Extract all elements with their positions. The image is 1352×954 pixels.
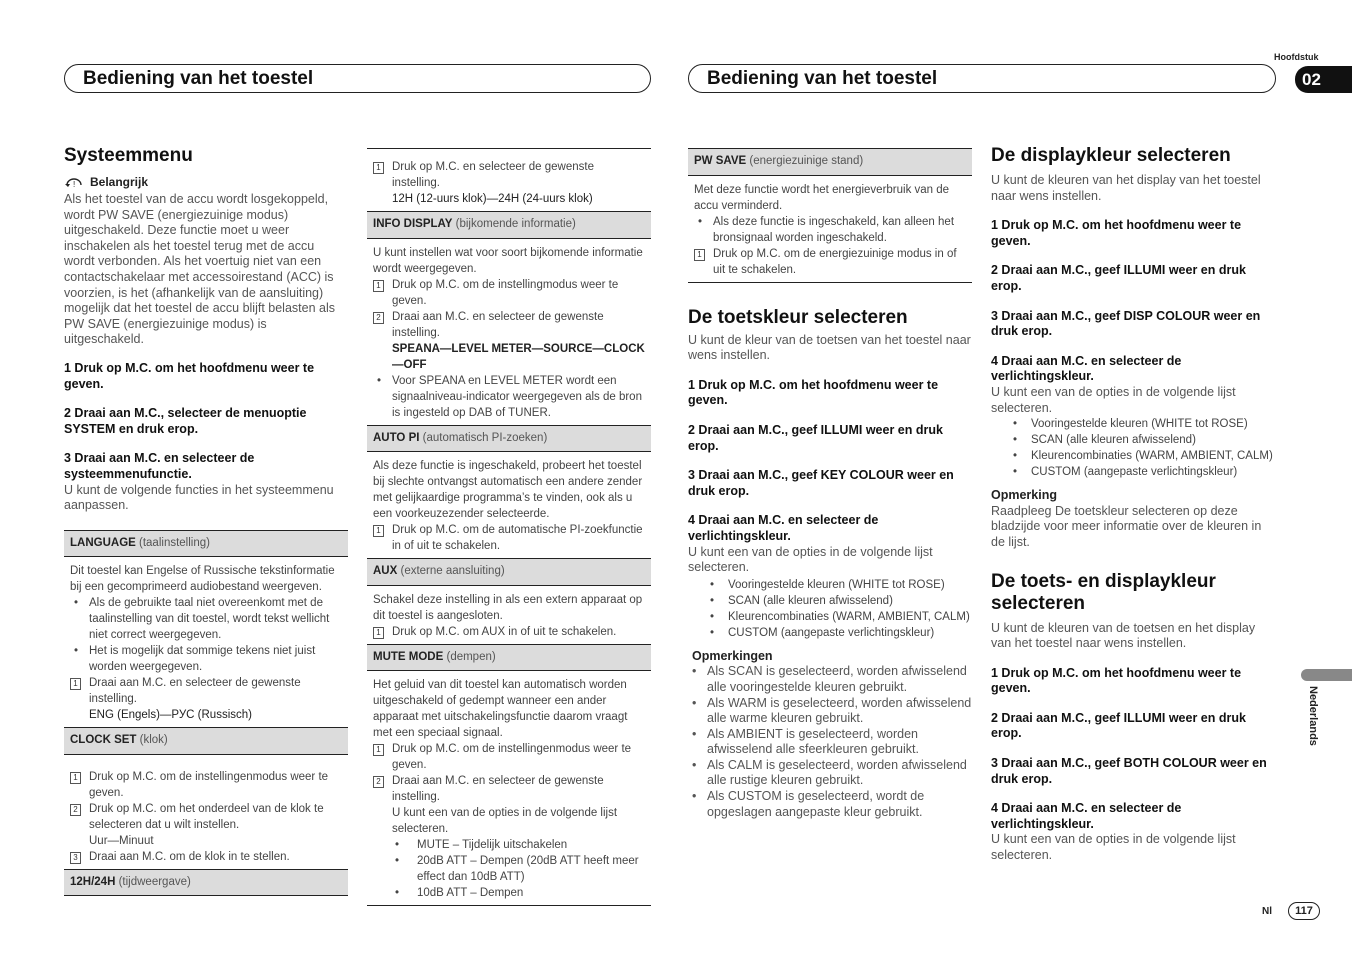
table-clock xyxy=(64,727,348,869)
step-1: 1 Druk op M.C. om het hoofdmenu weer te geven. xyxy=(991,218,1242,248)
list-item: • Het is mogelijk dat sommige tekens niet juist worden weergegeven. xyxy=(70,643,342,675)
table-head-aux: AUX (externe aansluiting) xyxy=(367,558,651,586)
important-label: Belangrijk xyxy=(90,175,149,189)
table-body-aux: Schakel deze instelling in als een extern apparaat op dit toestel is aangesloten. 1 Druk op M.C. om AUX in of uit te schakelen. xyxy=(367,586,651,644)
step-3: 3 Draai aan M.C., geef BOTH COLOUR weer en druk erop. xyxy=(991,756,1267,786)
step-3-text: U kunt de volgende functies in het systeemmenu aanpassen. xyxy=(64,482,334,513)
list-item: • Als AMBIENT is geselecteerd, worden afwisselend alle sfeerkleuren gebruikt. xyxy=(688,727,972,758)
step-4-text: U kunt een van de opties in de volgende lijst selecteren. xyxy=(991,832,1236,863)
column-2 xyxy=(367,148,651,906)
numbered-item: 1 Druk op M.C. om de instellingenmodus weer te geven. xyxy=(373,741,645,773)
notes-list xyxy=(688,664,972,820)
side-tab-language: Nederlands xyxy=(1307,686,1319,746)
table-body-12h24h xyxy=(367,149,651,211)
step-1: 1 Druk op M.C. om het hoofdmenu weer te geven. xyxy=(688,377,939,408)
table-body-clock: 1 Druk op M.C. om de instellingenmodus weer te geven. 2 Druk op M.C. om het onderdeel van de klok te selecteren dat u wilt instellen. Uur—Minuut 3 Draai aan M.C. om de klok in te stellen. xyxy=(64,755,348,869)
heading-displaykleur: De displaykleur selecteren xyxy=(991,145,1231,166)
step-1: 1 Druk op M.C. om het hoofdmenu weer te geven. xyxy=(991,665,1242,696)
list-item: • Kleurencombinaties (WARM, AMBIENT, CALM) xyxy=(991,448,1277,464)
side-tab-language-wrap xyxy=(1305,686,1325,766)
list-item: • Als CALM is geselecteerd, worden afwisselend alle rustige kleuren gebruikt. xyxy=(688,758,972,789)
table-body-mute: Het geluid van dit toestel kan automatisch worden uitgeschakeld of gedempt wanneer een ander apparaat met uitschakelingsfunctie daarom vraagt met een speciaal signaal. 1 Druk op M.C. om de instellingenmodus weer te geven. 2 Draai aan M.C. en selecteer de gewenste instelling. U kunt een van de opties in de volgende lijst selecteren. • MUTE – Tijdelijk uitschakelen • 20dB ATT – Dempen (20dB ATT heeft meer effect dan 10dB ATT) • 10dB ATT – Dempen xyxy=(367,671,651,906)
chapter-badge xyxy=(1295,66,1352,93)
step-4-text: U kunt een van de opties in de volgende lijst selecteren. xyxy=(688,544,933,575)
step-2: 2 Draai aan M.C., geef ILLUMI weer en druk erop. xyxy=(991,263,1246,293)
numbered-item: 2 Druk op M.C. om het onderdeel van de klok te selecteren dat u wilt instellen. xyxy=(70,801,342,833)
step-4-text: U kunt een van de opties in de volgende lijst selecteren. xyxy=(991,384,1236,415)
list-item: • Vooringestelde kleuren (WHITE tot ROSE) xyxy=(991,416,1277,432)
heading-systeemmenu: Systeemmenu xyxy=(64,145,193,166)
chapter-label: Hoofdstuk xyxy=(1274,52,1319,62)
heading-toetskleur: De toetskleur selecteren xyxy=(688,306,908,328)
list-item: • Als WARM is geselecteerd, worden afwisselend alle warme kleuren gebruikt. xyxy=(688,696,972,727)
section-title-right: Bediening van het toestel xyxy=(707,68,938,89)
table-head-language: LANGUAGE (taalinstelling) xyxy=(64,530,348,558)
options-list xyxy=(991,416,1277,480)
h1224-options: 12H (12-uurs klok)—24H (24-uurs klok) xyxy=(392,193,593,205)
options-list xyxy=(688,577,972,641)
section-header-left xyxy=(64,64,651,93)
table-body-info: U kunt instellen wat voor soort bijkomende informatie wordt weergegeven. 1 Druk op M.C. om de instellingmodus weer te geven. 2 Draai aan M.C. en selecteer de gewenste instelling. SPEANA—LEVEL METER—SOURCE—CLOCK—OFF • Voor SPEANA en LEVEL METER wordt een signaalniveau-indicator weergegeven als de bron is ingesteld op DAB of TUNER. xyxy=(367,239,651,425)
list-item: • Voor SPEANA en LEVEL METER wordt een signaalniveau-indicator weergegeven als de bron is ingesteld op DAB of TUNER. xyxy=(373,373,645,421)
step-3: 3 Draai aan M.C., geef KEY COLOUR weer en druk erop. xyxy=(688,468,954,498)
table-body-language: Dit toestel kan Engelse of Russische tekstinformatie bij een gecomprimeerd audiobestand weergeven. • Als de gebruikte taal niet overeenkomt met de taalinstelling van dit toestel, wordt tekst wellicht niet correct weergegeven. • Het is mogelijk dat sommige tekens niet juist worden weergegeven. 1 Draai aan M.C. en selecteer de gewenste instelling. ENG (Engels)—РУС (Russisch) xyxy=(64,557,348,727)
step-3: 3 Draai aan M.C. en selecteer de systeemmenufunctie. xyxy=(64,451,255,481)
side-tab-marker xyxy=(1301,669,1352,681)
language-options: ENG (Engels)—РУС (Russisch) xyxy=(89,709,252,722)
note-heading: Opmerking xyxy=(991,488,1057,503)
step-2: 2 Draai aan M.C., selecteer de menuoptie SYSTEM en druk erop. xyxy=(64,406,307,436)
chapter-number: 02 xyxy=(1302,70,1321,89)
heading-toets-displaykleur: De toets- en displaykleur selecteren xyxy=(991,570,1216,614)
numbered-item: 2 Draai aan M.C. en selecteer de gewenste instelling. xyxy=(373,309,645,341)
table-head-pwsave: PW SAVE (energiezuinige stand) xyxy=(688,148,972,176)
important-text: Als het toestel van de accu wordt losgekoppeld, wordt PW SAVE (energiezuinige modus) uitgeschakeld. Deze functie moet u weer inschakelen als het toestel terug met de accu wordt verbonden. Als het voertuig niet van een contactschakelaar met accessoirestand (ACC) is voorzien, is het (afhankelijk van de aansluiting) mogelijk dat het toestel de accu blijft belasten als PW SAVE (energiezuinige modus) is uitgeschakeld. xyxy=(64,192,335,347)
list-item: • MUTE – Tijdelijk uitschakelen xyxy=(373,837,645,853)
step-2: 2 Draai aan M.C., geef ILLUMI weer en druk erop. xyxy=(688,422,943,453)
column-3 xyxy=(688,148,972,820)
numbered-item: 1 Druk op M.C. om de instellingenmodus weer te geven. xyxy=(70,769,342,801)
list-item: • Vooringestelde kleuren (WHITE tot ROSE) xyxy=(688,577,972,593)
step-3: 3 Draai aan M.C., geef DISP COLOUR weer en druk erop. xyxy=(991,308,1261,339)
list-item: • SCAN (alle kleuren afwisselend) xyxy=(991,432,1277,448)
table-body-pwsave: Met deze functie wordt het energieverbruik van de accu verminderd. • Als deze functie is ingeschakeld, kan alleen het bronsignaal worden ingeschakeld. 1 Druk op M.C. om de energiezuinige modus in of uit te schakelen. xyxy=(688,176,972,283)
list-item: • Als CUSTOM is geselecteerd, wordt de opgeslagen aangepaste kleur gebruikt. xyxy=(688,789,972,820)
numbered-item: 1 Druk op M.C. en selecteer de gewenste instelling. xyxy=(373,159,645,191)
column-1 xyxy=(64,145,348,896)
section-header-right xyxy=(688,64,1276,93)
page-number: 117 xyxy=(1288,902,1320,920)
table-head-autopi: AUTO PI (automatisch PI-zoeken) xyxy=(367,425,651,453)
table-head-mute: MUTE MODE (dempen) xyxy=(367,644,651,672)
list-item: • CUSTOM (aangepaste verlichtingskleur) xyxy=(688,625,972,641)
table-language xyxy=(64,530,348,728)
numbered-item: 1 Druk op M.C. om de automatische PI-zoekfunctie in of uit te schakelen. xyxy=(373,522,645,554)
step-4: 4 Draai aan M.C. en selecteer de verlichtingskleur. xyxy=(688,513,879,543)
column-4 xyxy=(991,145,1277,864)
step-2: 2 Draai aan M.C., geef ILLUMI weer en druk erop. xyxy=(991,710,1246,741)
list-item: • Als deze functie is ingeschakeld, kan alleen het bronsignaal worden ingeschakeld. xyxy=(694,214,966,246)
notes-heading: Opmerkingen xyxy=(692,648,773,663)
list-item: • Als SCAN is geselecteerd, worden afwisselend alle vooringestelde kleuren gebruikt. xyxy=(688,664,972,695)
numbered-item: 1 Druk op M.C. om de energiezuinige modus in of uit te schakelen. xyxy=(694,246,966,278)
table-head-info: INFO DISPLAY (bijkomende informatie) xyxy=(367,211,651,239)
step-1: 1 Druk op M.C. om het hoofdmenu weer te geven. xyxy=(64,360,315,391)
numbered-item: 3 Draai aan M.C. om de klok in te stellen. xyxy=(70,849,342,865)
note-text: Raadpleeg De toetskleur selecteren op deze bladzijde voor meer informatie over de kleuren in de lijst. xyxy=(991,503,1262,549)
numbered-item: 1 Draai aan M.C. en selecteer de gewenste instelling. xyxy=(70,675,342,707)
list-item: • 10dB ATT – Dempen xyxy=(373,885,645,901)
list-item: • SCAN (alle kleuren afwisselend) xyxy=(688,593,972,609)
lead-toets-displaykleur: U kunt de kleuren van de toetsen en het display van het toestel naar wens instellen. xyxy=(991,620,1256,651)
table-head-12h24h: 12H/24H (tijdweergave) xyxy=(64,869,348,897)
info-options: SPEANA—LEVEL METER—SOURCE—CLOCK—OFF xyxy=(392,342,645,371)
step-4: 4 Draai aan M.C. en selecteer de verlichtingskleur. xyxy=(991,353,1182,384)
lead-toetskleur: U kunt de kleur van de toetsen van het toestel naar wens instellen. xyxy=(688,332,971,363)
numbered-item: 1 Druk op M.C. om de instellingmodus weer te geven. xyxy=(373,277,645,309)
list-item: • 20dB ATT – Dempen (20dB ATT heeft meer effect dan 10dB ATT) xyxy=(373,853,645,885)
lead-displaykleur: U kunt de kleuren van het display van het toestel naar wens instellen. xyxy=(991,173,1261,203)
svg-text:!: ! xyxy=(73,180,76,189)
footer-lang-code: Nl xyxy=(1262,906,1272,917)
table-head-clock: CLOCK SET (klok) xyxy=(64,727,348,755)
section-title-left: Bediening van het toestel xyxy=(83,68,314,89)
list-item: • Kleurencombinaties (WARM, AMBIENT, CALM) xyxy=(688,609,972,625)
list-item: • CUSTOM (aangepaste verlichtingskleur) xyxy=(991,464,1277,480)
table-body-autopi: Als deze functie is ingeschakeld, probeert het toestel bij slechte ontvangst automatisch een andere zender met gelijkaardige programma’s te vinden, ook als u een voorkeuzezender selecteerde. 1 Druk op M.C. om de automatische PI-zoekfunctie in of uit te schakelen. xyxy=(367,452,651,558)
numbered-item: 1 Druk op M.C. om AUX in of uit te schakelen. xyxy=(373,624,645,640)
list-item: • Als de gebruikte taal niet overeenkomt met de taalinstelling van dit toestel, wordt tekst wellicht niet correct weergegeven. xyxy=(70,595,342,643)
important-row xyxy=(64,175,348,191)
numbered-item: 2 Draai aan M.C. en selecteer de gewenste instelling. xyxy=(373,773,645,805)
important-icon xyxy=(64,176,86,190)
step-4: 4 Draai aan M.C. en selecteer de verlichtingskleur. xyxy=(991,801,1182,831)
